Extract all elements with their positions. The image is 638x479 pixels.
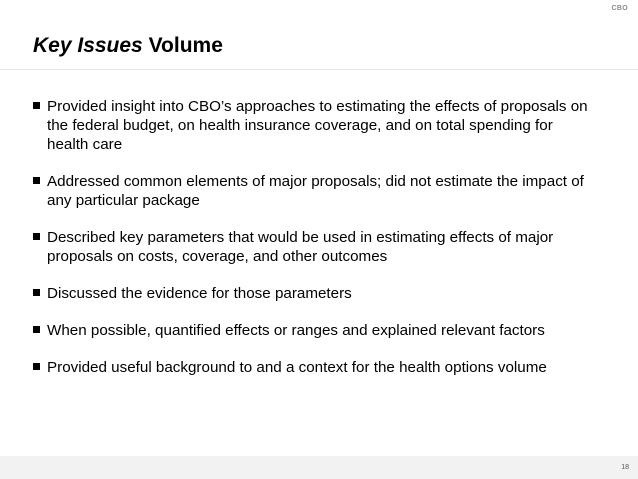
bullet-item <box>33 358 593 377</box>
square-bullet-icon <box>33 326 40 333</box>
bullet-item <box>33 321 593 340</box>
slide-title <box>33 33 223 59</box>
bullet-text: Provided insight into CBO’s approaches to estimating the effects of proposals on the federal budget, on health insurance coverage, and on total spending for health care <box>47 98 588 153</box>
bullet-list <box>33 97 593 395</box>
cbo-logo: CBO <box>611 5 628 12</box>
bullet-text: Described key parameters that would be used in estimating effects of major proposals on costs, coverage, and other outcomes <box>47 229 554 265</box>
slide-title-rest: Volume <box>142 34 223 57</box>
page-number: 18 <box>621 464 629 471</box>
title-divider <box>0 69 638 70</box>
bullet-text: When possible, quantified effects or ranges and explained relevant factors <box>47 322 545 339</box>
square-bullet-icon <box>33 233 40 240</box>
footer-bar <box>0 456 638 479</box>
bullet-item <box>33 172 593 210</box>
bullet-item <box>33 228 593 266</box>
square-bullet-icon <box>33 289 40 296</box>
bullet-text: Provided useful background to and a context for the health options volume <box>47 359 547 376</box>
bullet-item <box>33 97 593 154</box>
bullet-item <box>33 284 593 303</box>
slide-title-italic: Key Issues <box>33 34 143 57</box>
square-bullet-icon <box>33 102 40 109</box>
square-bullet-icon <box>33 177 40 184</box>
square-bullet-icon <box>33 363 40 370</box>
bullet-text: Addressed common elements of major proposals; did not estimate the impact of any particular package <box>47 173 584 209</box>
bullet-text: Discussed the evidence for those parameters <box>47 285 352 302</box>
